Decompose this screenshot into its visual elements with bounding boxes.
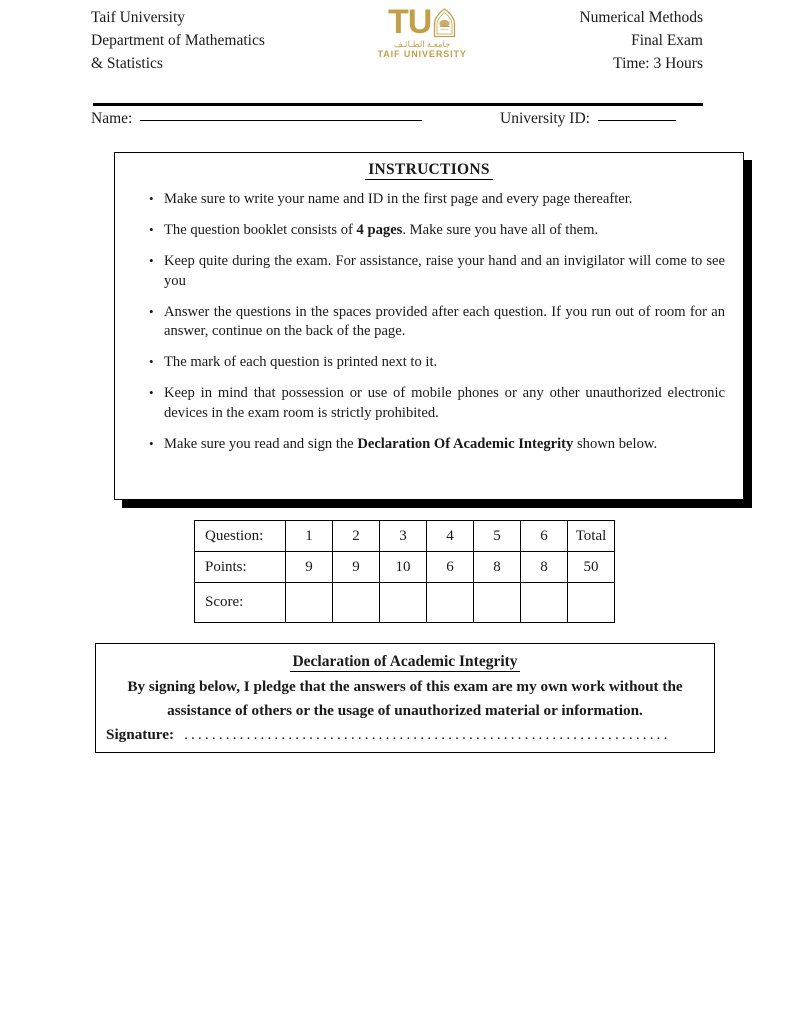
exam-type: Final Exam bbox=[631, 32, 703, 49]
name-input-blank[interactable] bbox=[140, 120, 422, 121]
points-cell: 8 bbox=[521, 552, 568, 583]
logo-top-row bbox=[370, 3, 474, 41]
instruction-text-after: shown below. bbox=[573, 435, 658, 452]
score-cell[interactable] bbox=[427, 583, 474, 623]
points-cell: 9 bbox=[286, 552, 333, 583]
score-cell[interactable] bbox=[521, 583, 568, 623]
instruction-text-after: . Make sure you have all of them. bbox=[402, 222, 599, 238]
instruction-text-before: The mark of each question is printed next to it. bbox=[164, 354, 438, 370]
instructions-title-text: INSTRUCTIONS bbox=[365, 161, 493, 180]
university-id-field-group bbox=[500, 110, 676, 128]
student-identification-row bbox=[91, 110, 705, 132]
instruction-text-before: Answer the questions in the spaces provided after each question. If you run out of room for an answer, continue on the back of the page. bbox=[164, 303, 725, 339]
instructions-title bbox=[115, 161, 743, 179]
university-id-label: University ID: bbox=[500, 110, 590, 127]
declaration-title-text: Declaration of Academic Integrity bbox=[292, 653, 518, 670]
score-total-cell[interactable] bbox=[568, 583, 615, 623]
header-left-line-1: Taif University bbox=[91, 9, 186, 26]
instruction-text-before: Keep quite during the exam. For assistance, raise your hand and an invigilator will come to see you bbox=[164, 253, 725, 289]
points-total-cell: 50 bbox=[568, 552, 615, 583]
logo-arabic-text: جامعـة الطـائـف bbox=[394, 39, 451, 49]
instruction-text-before: Make sure to write your name and ID in the first page and every page thereafter. bbox=[164, 191, 633, 207]
score-cell[interactable] bbox=[333, 583, 380, 623]
question-number-cell: 6 bbox=[521, 521, 568, 552]
signature-row bbox=[106, 726, 704, 744]
row-label-points: Points: bbox=[195, 552, 286, 583]
row-label-question: Question: bbox=[195, 521, 286, 552]
declaration-title bbox=[106, 651, 704, 672]
points-cell: 9 bbox=[333, 552, 380, 583]
question-number-cell: 1 bbox=[286, 521, 333, 552]
question-number-cell: 5 bbox=[474, 521, 521, 552]
instruction-text-before: The question booklet consists of bbox=[164, 222, 357, 238]
name-label: Name: bbox=[91, 110, 133, 127]
instructions-box bbox=[114, 152, 744, 500]
name-field-group bbox=[91, 110, 422, 128]
table-row bbox=[195, 521, 615, 552]
question-number-cell: 3 bbox=[380, 521, 427, 552]
question-total-cell: Total bbox=[568, 521, 615, 552]
arch-emblem-icon bbox=[433, 8, 456, 38]
instructions-list bbox=[115, 190, 743, 454]
signature-line[interactable]: ...................................................................... bbox=[184, 730, 671, 740]
declaration-body-text: By signing below, I pledge that the answers of this exam are my own work without the assistance of others or the usage of unauthorized material or information. bbox=[127, 678, 683, 719]
list-item bbox=[149, 384, 725, 423]
signature-label: Signature: bbox=[106, 726, 175, 743]
grading-table bbox=[194, 520, 615, 623]
score-cell[interactable] bbox=[474, 583, 521, 623]
list-item bbox=[149, 435, 725, 455]
question-number-cell: 4 bbox=[427, 521, 474, 552]
score-cell[interactable] bbox=[286, 583, 333, 623]
instructions-section bbox=[114, 152, 744, 500]
header-left-block bbox=[91, 6, 265, 75]
exam-duration: Time: 3 Hours bbox=[613, 55, 703, 72]
list-item bbox=[149, 190, 725, 210]
university-id-input-blank[interactable] bbox=[598, 120, 676, 121]
taif-university-logo bbox=[370, 4, 474, 60]
list-item bbox=[149, 221, 725, 241]
list-item bbox=[149, 353, 725, 373]
header-divider-rule bbox=[93, 103, 703, 106]
instruction-text-bold: Declaration Of Academic Integrity bbox=[357, 435, 574, 452]
points-cell: 6 bbox=[427, 552, 474, 583]
instruction-text-before: Make sure you read and sign the bbox=[164, 435, 358, 452]
page-header bbox=[91, 3, 703, 75]
score-cell[interactable] bbox=[380, 583, 427, 623]
list-item bbox=[149, 303, 725, 342]
table-row bbox=[195, 552, 615, 583]
header-right-block bbox=[579, 6, 703, 75]
row-label-score: Score: bbox=[195, 583, 286, 623]
question-number-cell: 2 bbox=[333, 521, 380, 552]
header-left-line-2: Department of Mathematics bbox=[91, 32, 265, 49]
points-cell: 8 bbox=[474, 552, 521, 583]
table-row bbox=[195, 583, 615, 623]
instruction-text-bold: 4 pages bbox=[356, 222, 403, 238]
declaration-box bbox=[95, 643, 715, 753]
exam-subject: Numerical Methods bbox=[579, 9, 703, 26]
logo-university-name: TAIF UNIVERSITY bbox=[377, 49, 467, 59]
points-cell: 10 bbox=[380, 552, 427, 583]
list-item bbox=[149, 252, 725, 291]
instruction-text-before: Keep in mind that possession or use of mobile phones or any other unauthorized electronic devices in the exam room is strictly prohibited. bbox=[164, 385, 725, 421]
logo-letters: TU bbox=[388, 3, 432, 41]
header-left-line-3: & Statistics bbox=[91, 55, 163, 72]
